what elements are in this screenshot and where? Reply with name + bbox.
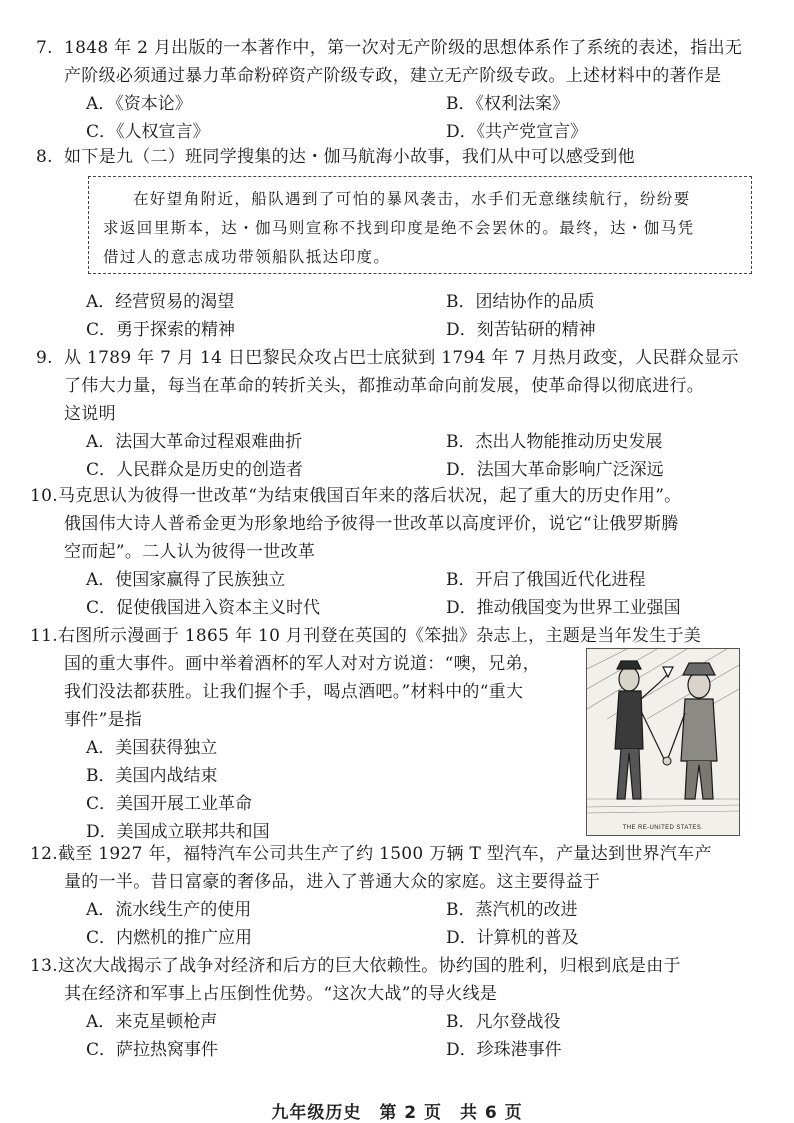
option-a[interactable]: A．使国家赢得了民族独立 [86,570,286,590]
question-10 [30,482,762,622]
option-d[interactable]: D．珍珠港事件 [446,1040,562,1060]
question-7 [36,34,762,146]
options [36,1008,762,1064]
option-b[interactable]: B．蒸汽机的改进 [446,900,578,920]
option-a[interactable]: A．《资本论》 [86,94,192,114]
option-a[interactable]: A．流水线生产的使用 [86,900,252,920]
option-c[interactable]: C．萨拉热窝事件 [86,1040,219,1060]
question-8 [36,143,762,171]
option-a[interactable]: A．法国大革命过程艰难曲折 [86,432,303,452]
question-number: 13. [30,956,58,976]
option-b[interactable]: B．《权利法案》 [446,94,569,114]
question-number: 7. [36,38,53,58]
question-number: 8. [36,147,53,167]
question-number: 12. [30,844,58,864]
question-stem: 7. 1848 年 2 月出版的一本著作中，第一次对无产阶级的思想体系作了系统的表述，指出无 产阶级必须通过暴力革命粉碎资产阶级专政，建立无产阶级专政。上述材料中的著作是 [36,34,762,90]
question-number: 10. [30,486,58,506]
option-d[interactable]: D．刻苦钻研的精神 [446,320,596,340]
question-stem: 11.右图所示漫画于 1865 年 10 月刊登在英国的《笨拙》杂志上，主题是当年发生于美 国的重大事件。画中举着酒杯的军人对对方说道：“噢，兄弟， 我们没法都获胜。让我们握个手，喝点酒吧。”材料中的“重大 事件”是指 [36,622,762,734]
option-c[interactable]: C．促使俄国进入资本主义时代 [86,598,321,618]
option-d[interactable]: D．美国成立联邦共和国 [86,822,270,842]
options [36,428,762,484]
option-a[interactable]: A．来克星顿枪声 [86,1012,218,1032]
option-c[interactable]: C．人民群众是历史的创造者 [86,460,304,480]
option-d[interactable]: D．法国大革命影响广泛深远 [446,460,664,480]
question-stem: 9. 从 1789 年 7 月 14 日巴黎民众攻占巴士底狱到 1794 年 7 月热月政变，人民群众显示 了伟大力量，每当在革命的转折关头，都推动革命向前发展，使革命得以彻底进行。 这说明 [36,344,762,428]
option-d[interactable]: D．《共产党宣言》 [446,122,588,142]
question-stem: 8. 如下是九（二）班同学搜集的达・伽马航海小故事，我们从中可以感受到他 [36,143,762,171]
question-13 [30,952,762,1064]
option-c[interactable]: C．内燃机的推广应用 [86,928,253,948]
question-stem: 10.马克思认为彼得一世改革“为结束俄国百年来的落后状况，起了重大的历史作用”。 俄国伟大诗人普希金更为形象地给予彼得一世改革以高度评价，说它“让俄罗斯腾 空而起”。二人认为彼得一世改革 [36,482,762,566]
cartoon-caption: THE RE-UNITED STATES. [622,825,704,831]
option-b[interactable]: B．杰出人物能推动历史发展 [446,432,663,452]
question-9 [36,344,762,484]
options [36,90,762,146]
option-a[interactable]: A．经营贸易的渴望 [86,292,235,312]
option-d[interactable]: D．推动俄国变为世界工业强国 [446,598,681,618]
option-c[interactable]: C．美国开展工业革命 [86,794,253,814]
options [36,896,762,952]
option-b[interactable]: B．团结协作的品质 [446,292,595,312]
question-12 [30,840,762,952]
material-box: 在好望角附近，船队遇到了可怕的暴风袭击，水手们无意继续航行，纷纷要 求返回里斯本，达・伽马则宣称不找到印度是绝不会罢休的。最终，达・伽马凭 借过人的意志成功带领船队抵达印度。 [88,176,752,274]
option-d[interactable]: D．计算机的普及 [446,928,579,948]
option-c[interactable]: C．勇于探索的精神 [86,320,236,340]
cartoon-image [586,648,740,836]
option-b[interactable]: B．凡尔登战役 [446,1012,561,1032]
question-8-options [36,288,762,344]
question-number: 9. [36,348,53,368]
option-c[interactable]: C．《人权宣言》 [86,122,210,142]
question-number: 11. [30,626,58,646]
option-b[interactable]: B．美国内战结束 [86,766,218,786]
page-footer: 九年级历史 第 2 页 共 6 页 [271,1103,523,1123]
option-b[interactable]: B．开启了俄国近代化进程 [446,570,646,590]
question-stem: 12.截至 1927 年，福特汽车公司共生产了约 1500 万辆 T 型汽车，产量达到世界汽车产 量的一半。昔日富豪的奢侈品，进入了普通大众的家庭。这主要得益于 [36,840,762,896]
options [36,566,762,622]
options [36,288,762,344]
question-stem: 13.这次大战揭示了战争对经济和后方的巨大依赖性。协约国的胜利，归根到底是由于 其在经济和军事上占压倒性优势。“这次大战”的导火线是 [36,952,762,1008]
cartoon-drawing [587,649,739,835]
option-a[interactable]: A．美国获得独立 [86,738,218,758]
